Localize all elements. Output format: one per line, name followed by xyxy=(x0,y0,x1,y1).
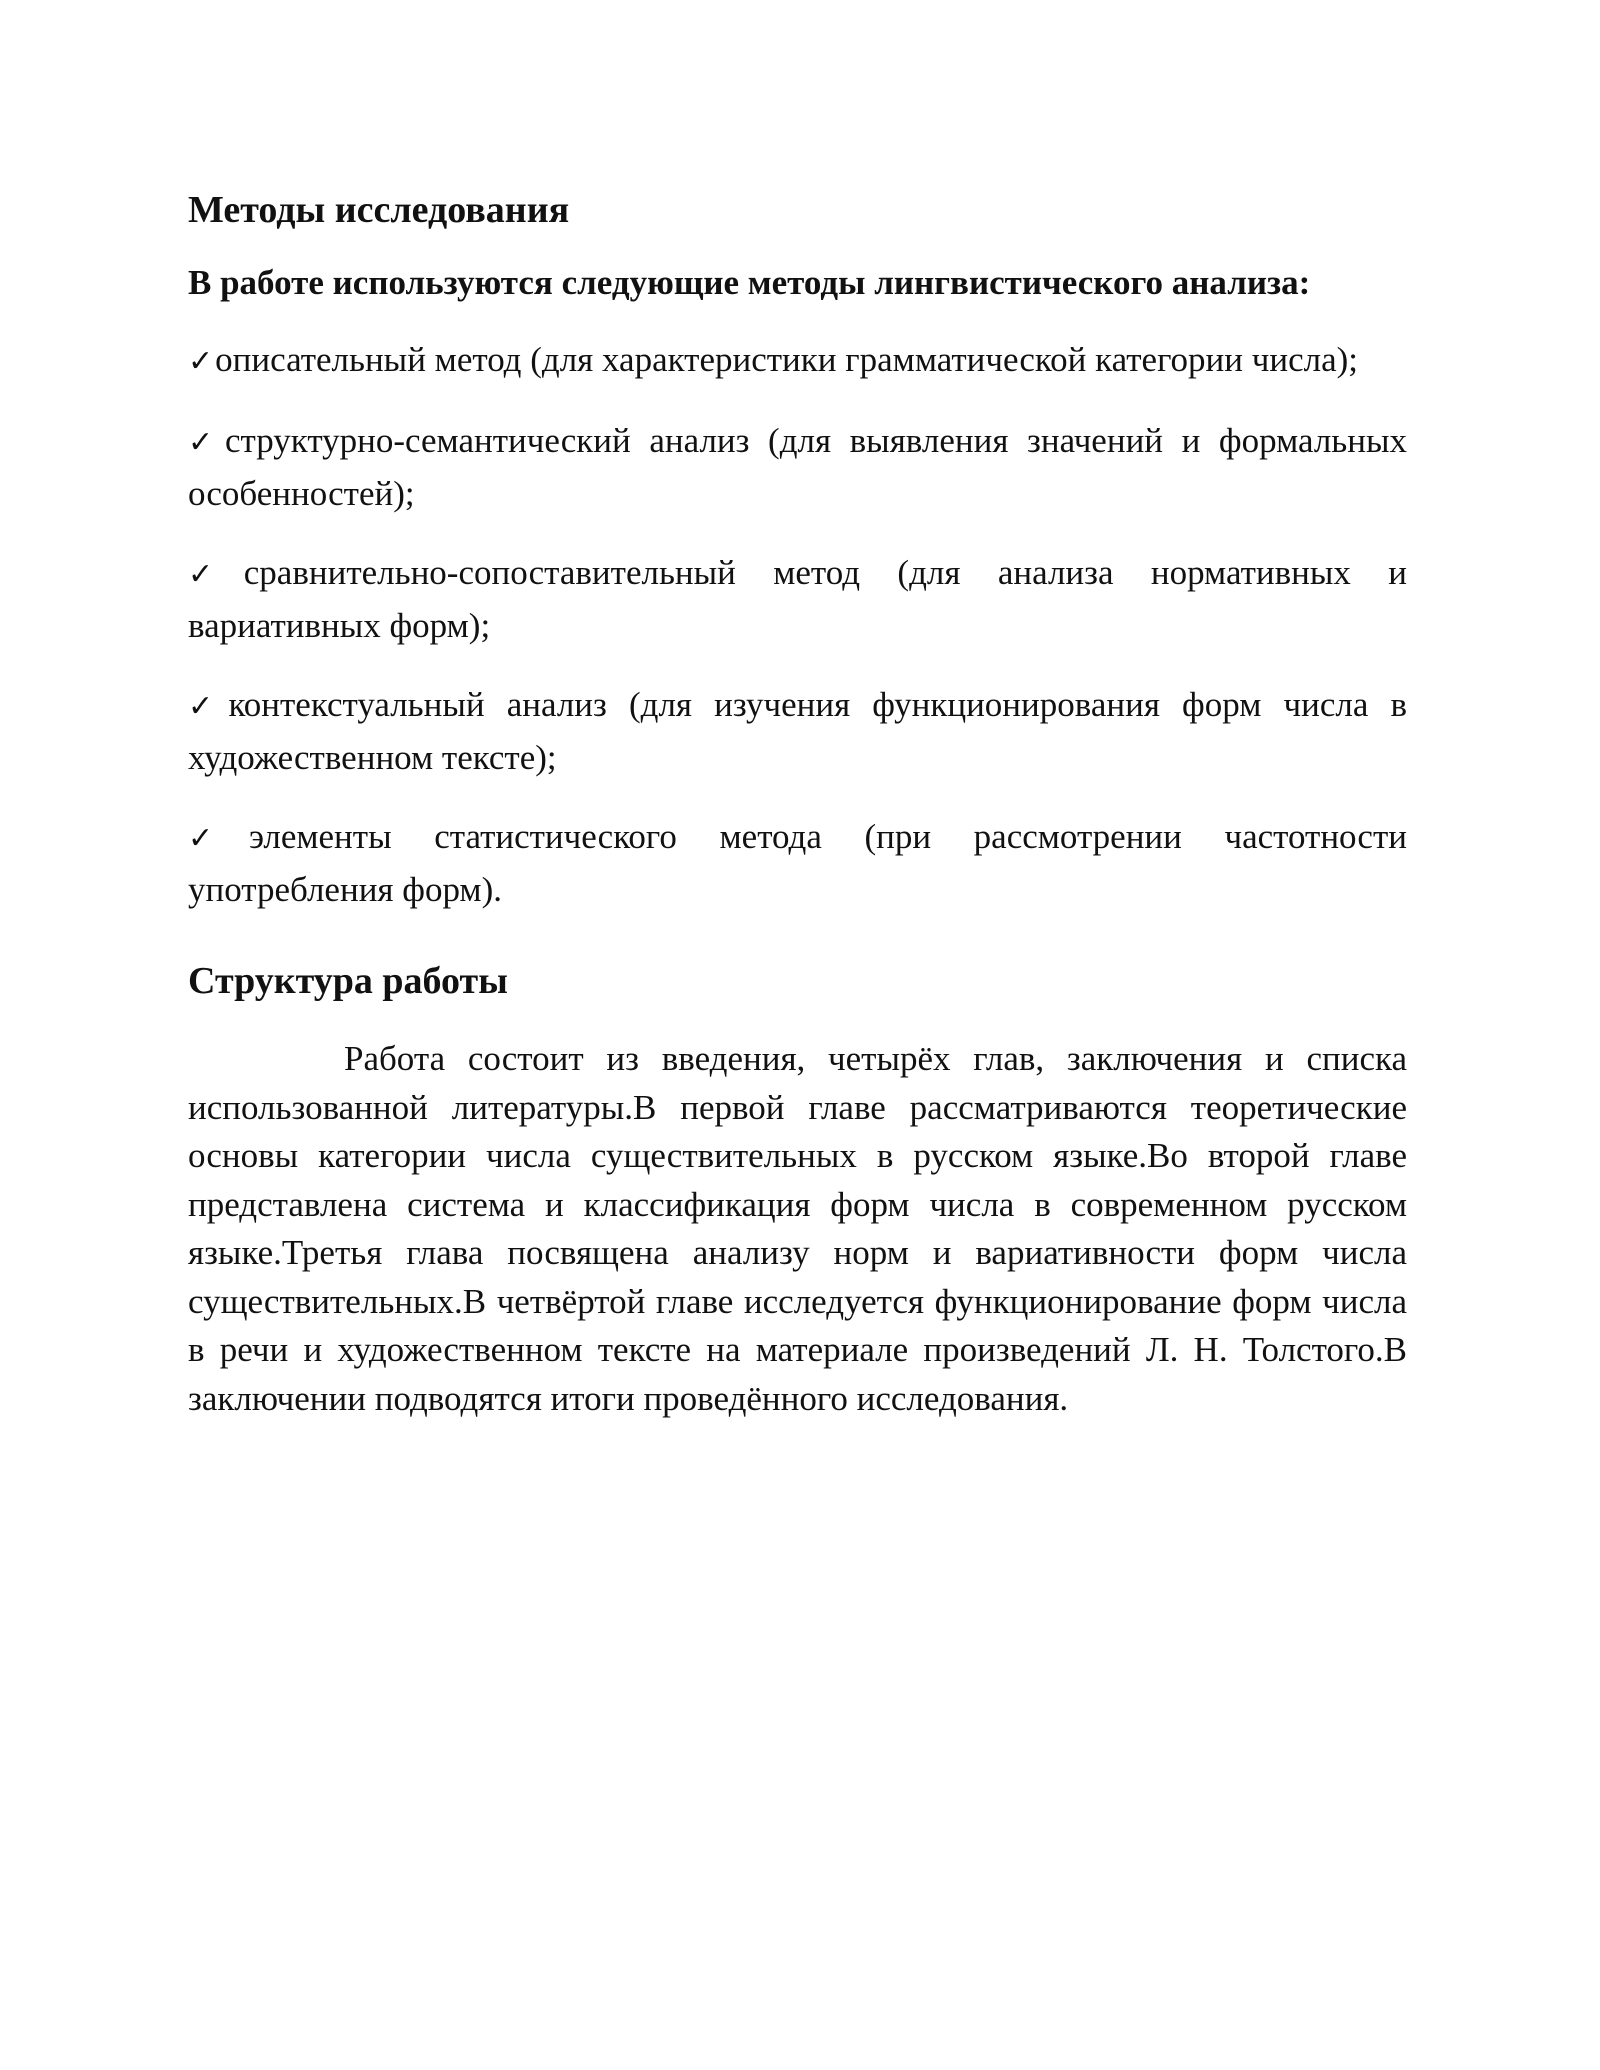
methods-list-item xyxy=(188,415,1407,519)
methods-item-text: структурно-семантический анализ (для выявления значений и формальных особенностей); xyxy=(188,421,1408,513)
checkmark-icon: ✓ xyxy=(188,689,227,724)
checkmark-icon: ✓ xyxy=(188,557,242,592)
methods-item-text: элементы статистического метода (при рассмотрении частотности употребления форм). xyxy=(188,817,1407,909)
checkmark-icon: ✓ xyxy=(188,821,247,856)
document-content xyxy=(188,186,1407,1423)
methods-item-text: описательный метод (для характеристики грамматической категории числа); xyxy=(215,340,1359,379)
methods-item-text: сравнительно-сопоставительный метод (для анализа нормативных и вариативных форм); xyxy=(188,553,1407,645)
methods-list xyxy=(188,334,1407,915)
methods-lead: В работе используются следующие методы лингвистического анализа: xyxy=(188,263,1311,302)
structure-heading: Структура работы xyxy=(188,960,508,1002)
methods-heading: Методы исследования xyxy=(188,189,570,231)
methods-list-item xyxy=(188,811,1407,915)
checkmark-icon: ✓ xyxy=(188,425,223,460)
methods-list-item xyxy=(188,547,1407,651)
methods-item-text: контекстуальный анализ (для изучения функционирования форм числа в художественном тексте); xyxy=(188,685,1408,777)
methods-list-item xyxy=(188,679,1407,783)
structure-paragraph: Работа состоит из введения, четырёх глав, заключения и списка использованной литературы.В первой главе рассматриваются теоретические основы категории числа существительных в русском языке.Во второй главе представлена система и классификация форм числа в современном русском языке.Третья глава посвящена анализу норм и вариативности форм числа существительных.В четвёртой главе исследуется функционирование форм числа в речи и художественном тексте на материале произведений Л. Н. Толстого.В заключении подводятся итоги проведённого исследования. xyxy=(188,1039,1407,1418)
methods-list-item xyxy=(188,334,1407,387)
checkmark-icon: ✓ xyxy=(188,344,214,379)
